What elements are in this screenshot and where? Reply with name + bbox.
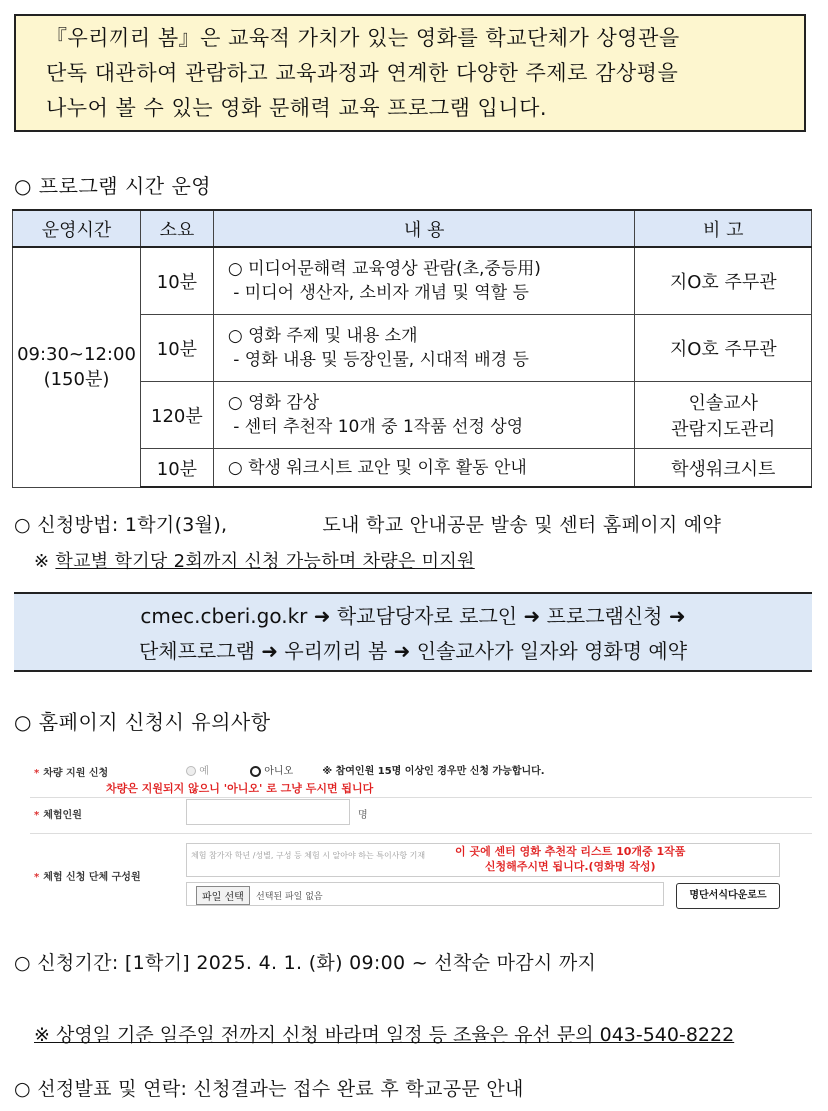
note-cell: 학생워크시트: [635, 449, 812, 488]
table-header-row: [13, 210, 812, 247]
apply-path-line: 단체프로그램 ➜ 우리끼리 봄 ➜ 인솔교사가 일자와 영화명 예약: [138, 639, 688, 663]
content-cell: [213, 315, 635, 382]
participants-unit: 명: [358, 810, 368, 821]
apply-period: ○ 신청기간: [1학기] 2025. 4. 1. (화) 09:00 ~ 선착순 마감시 까지: [14, 952, 597, 974]
content-cell: [213, 247, 635, 315]
intro-line: 나누어 볼 수 있는 영화 문해력 교육 프로그램 입니다.: [46, 96, 548, 120]
apply-note: [34, 547, 475, 573]
content-subline: - 미디어 생산자, 소비자 개념 및 역할 등: [227, 283, 529, 303]
download-template-button[interactable]: 명단서식다운로드: [676, 883, 780, 909]
note-cell: 지O호 주무관: [635, 247, 812, 315]
radio-no-icon[interactable]: [250, 766, 261, 777]
apply-path-line: cmec.cberi.go.kr ➜ 학교담당자로 로그인 ➜ 프로그램신청 ➜: [140, 604, 686, 628]
content-line: ○ 학생 워크시트 교안 및 이후 활동 안내: [227, 457, 527, 478]
result-line: ○ 선정발표 및 연락: 신청결과는 접수 완료 후 학교공문 안내: [14, 1078, 524, 1100]
intro-box: [14, 14, 806, 132]
members-annotation-line: 신청해주시면 됩니다.(영화명 작성): [484, 860, 656, 873]
participants-input[interactable]: [186, 799, 350, 825]
vehicle-annotation: 차량은 지원되지 않으니 '아니오' 로 그냥 두시면 됩니다: [106, 782, 374, 795]
intro-line: 『우리끼리 봄』은 교육적 가치가 있는 영화를 학교단체가 상영관을: [46, 26, 680, 50]
header-time: 운영시간: [13, 210, 141, 247]
intro-line: 단독 대관하여 관람하고 교육과정과 연계한 다양한 주제로 감상평을: [46, 61, 679, 85]
file-status: 선택된 파일 없음: [256, 892, 323, 902]
divider: [30, 797, 812, 798]
content-cell: [213, 382, 635, 449]
note-line: 관람지도관리: [671, 419, 776, 440]
duration-cell: 10분: [140, 247, 213, 315]
option-yes-label: 예: [199, 766, 209, 777]
divider: [30, 833, 812, 834]
content-line: ○ 미디어문해력 교육영상 관람(초,중등用): [227, 259, 541, 279]
content-subline: - 센터 추천작 10개 중 1작품 선정 상영: [227, 417, 524, 437]
content-subline: - 영화 내용 및 등장인물, 시대적 배경 등: [227, 350, 529, 370]
homepage-heading: ○ 홈페이지 신청시 유의사항: [14, 710, 271, 734]
apply-path-box: [14, 592, 812, 672]
content-line: ○ 영화 주제 및 내용 소개: [227, 326, 418, 346]
vehicle-options: [186, 762, 545, 777]
header-content: 내 용: [213, 210, 635, 247]
members-label: * 체험 신청 단체 구성원: [34, 872, 141, 883]
file-select-button[interactable]: 파일 선택: [196, 886, 250, 905]
note-text: 학교별 학기당 2회까지 신청 가능하며 차량은 미지원: [55, 551, 475, 572]
radio-yes-icon[interactable]: [186, 766, 196, 776]
header-note: 비 고: [635, 210, 812, 247]
form-screenshot: [30, 746, 812, 916]
header-duration: 소요: [140, 210, 213, 247]
members-annotation: [455, 844, 685, 874]
note-mark: ※: [34, 551, 50, 572]
note-cell: [635, 382, 812, 449]
content-cell: [213, 449, 635, 488]
members-placeholder: 체험 참가자 학년 /성별, 구성 등 체험 시 알아야 하는 특이사항 기재: [191, 851, 426, 860]
period-note: ※ 상영일 기준 일주일 전까지 신청 바라며 일정 등 조율은 유선 문의 043-540-8222: [34, 1024, 735, 1046]
table-row: [13, 247, 812, 315]
redacted-area: [227, 511, 322, 531]
time-range: 09:30~12:00: [17, 343, 136, 365]
content-line: ○ 영화 감상: [227, 393, 320, 413]
time-cell: [13, 247, 141, 487]
members-textarea[interactable]: [186, 843, 780, 877]
duration-cell: 10분: [140, 315, 213, 382]
apply-method: [14, 510, 721, 537]
apply-method-prefix: ○ 신청방법: 1학기(3월),: [14, 514, 228, 536]
schedule-heading: ○ 프로그램 시간 운영: [14, 174, 212, 198]
vehicle-label: * 차량 지원 신청: [34, 768, 109, 779]
duration-cell: 10분: [140, 449, 213, 488]
schedule-table: [12, 209, 812, 488]
duration-cell: 120분: [140, 382, 213, 449]
option-no-label: 아니오: [264, 766, 294, 777]
apply-method-suffix: 도내 학교 안내공문 발송 및 센터 홈페이지 예약: [322, 514, 722, 536]
participants-label: * 체험인원: [34, 810, 82, 821]
note-cell: 지O호 주무관: [635, 315, 812, 382]
vehicle-note: ※ 참여인원 15명 이상인 경우만 신청 가능합니다.: [322, 766, 545, 777]
members-annotation-line: 이 곳에 센터 영화 추천작 리스트 10개중 1작품: [455, 845, 686, 858]
time-total: (150분): [43, 368, 110, 390]
note-line: 인솔교사: [688, 393, 759, 414]
